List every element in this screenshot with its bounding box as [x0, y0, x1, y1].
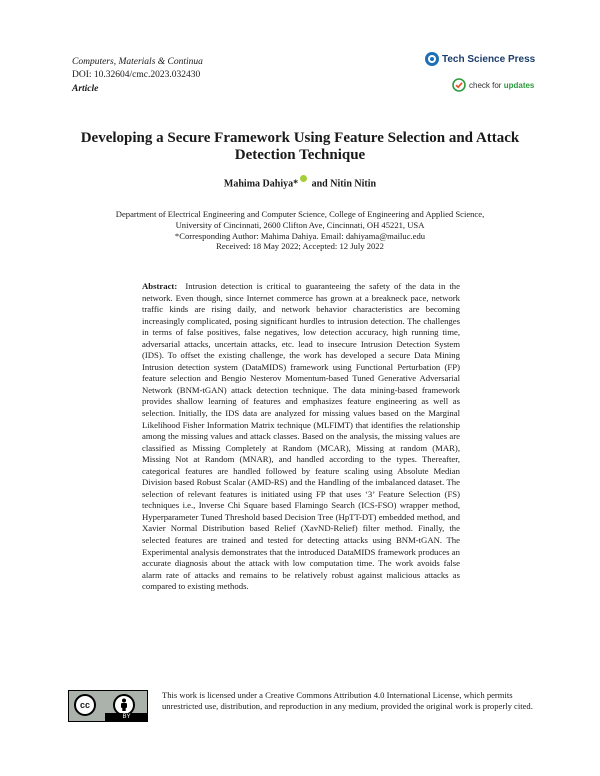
paper-title: Developing a Secure Framework Using Feature Selection and Attack Detection Technique	[80, 130, 520, 163]
updates-highlight: updates	[503, 80, 535, 90]
author-list	[60, 175, 540, 189]
license-footer	[68, 690, 533, 722]
abstract	[142, 281, 460, 593]
author-first: Mahima Dahiya	[223, 178, 294, 190]
corresponding-author: *Corresponding Author: Mahima Dahiya. Email: dahiyama@mailuc.edu	[174, 230, 426, 241]
cc-label: cc	[74, 694, 96, 716]
affiliation-block	[60, 209, 540, 252]
received-accepted-dates: Received: 18 May 2022; Accepted: 12 July 2022	[216, 241, 384, 252]
abstract-text: Intrusion detection is critical to guaranteeing the safety of the data in the network. Even though, since Internet commerce has grown at a breakneck pace, network traffic kinds are rising daily, and network behavior characteristics are becoming increasingly complicated, posing significant hurdles to intrusion detection. The challenges in terms of false positives, false negatives, low detection accuracy, high running time, adversarial attacks, uncertain attacks, etc. lead to insecure Intrusion Detection System (IDS). To offset the existing challenge, the work has developed a secure Data Mining Intrusion detection system (DataMIDS) framework using Functional Perturbation (FP) feature selection and Bengio Nesterov Momentum-based Tuned Generative Adversarial Network (BNM-tGAN) attack detection technique. The data mining-based framework provides shallow learning of features and emphasizes feature engineering as well as selection. Initially, the IDS data are analyzed for missing values based on the Marginal Likelihood Fisher Information Matrix technique (MLFIMT) that identifies the relationship among the missing values and attack classes. Based on the analysis, the missing values are classified as Missing Completely at Random (MCAR), Missing at random (MAR), Missing Not at Random (MNAR), and handled according to the types. Thereafter, categorical features are handled followed by feature scaling using Absolute Median Division based Robust Scalar (AMD-RS) and the Handling of the imbalanced dataset. The selection of relevant features is initiated using FP that uses ‘3’ Feature Selection (FS) techniques i.e., Inverse Chi Square based Flamingo Search (ICS-FSO) wrapper method, Hyperparameter Tuned Threshold based Decision Tree (HpTT-DT) embedded method, and Xavier Normal Distribution based Relief (XavND-Relief) filter method. Finally, the selected features are trained and tested for detecting attacks using BNM-tGAN. The Experimental analysis demonstrates that the introduced DataMIDS framework produces an accurate diagnosis about the attack with low computation time. The work avoids false alarm rate of attacks and remains to be relatively robust against malicious attacks as compared to existing methods.	[142, 281, 460, 592]
affiliation-line: University of Cincinnati, 2600 Clifton Ave, Cincinnati, OH 45221, USA	[175, 219, 425, 230]
cc-by-icon[interactable]	[68, 690, 148, 722]
journal-header	[72, 56, 203, 96]
corresponding-marker: *	[293, 178, 299, 190]
tsp-logo-icon	[425, 52, 439, 66]
updates-prefix: check for	[469, 80, 502, 90]
doi[interactable]: DOI: 10.32604/cmc.2023.032430	[72, 69, 201, 80]
author-second: and Nitin Nitin	[311, 178, 377, 190]
by-label: BY	[105, 713, 148, 721]
publisher-name: Tech Science Press	[442, 53, 536, 65]
affiliation-line: Department of Electrical Engineering and Computer Science, College of Engineering and Applied Science,	[115, 209, 485, 219]
updates-text	[469, 81, 534, 90]
license-text: This work is licensed under a Creative Commons Attribution 4.0 International License, which permits unrestricted use, distribution, and reproduction in any medium, provided the original work is properly cited.	[162, 690, 533, 712]
publisher-logo[interactable]	[425, 52, 535, 66]
check-for-updates-badge[interactable]	[452, 78, 534, 92]
orcid-icon[interactable]	[300, 175, 307, 182]
check-updates-icon	[452, 78, 466, 92]
article-type: Article	[72, 84, 99, 94]
journal-name: Computers, Materials & Continua	[72, 57, 203, 67]
abstract-label: Abstract:	[142, 281, 178, 291]
